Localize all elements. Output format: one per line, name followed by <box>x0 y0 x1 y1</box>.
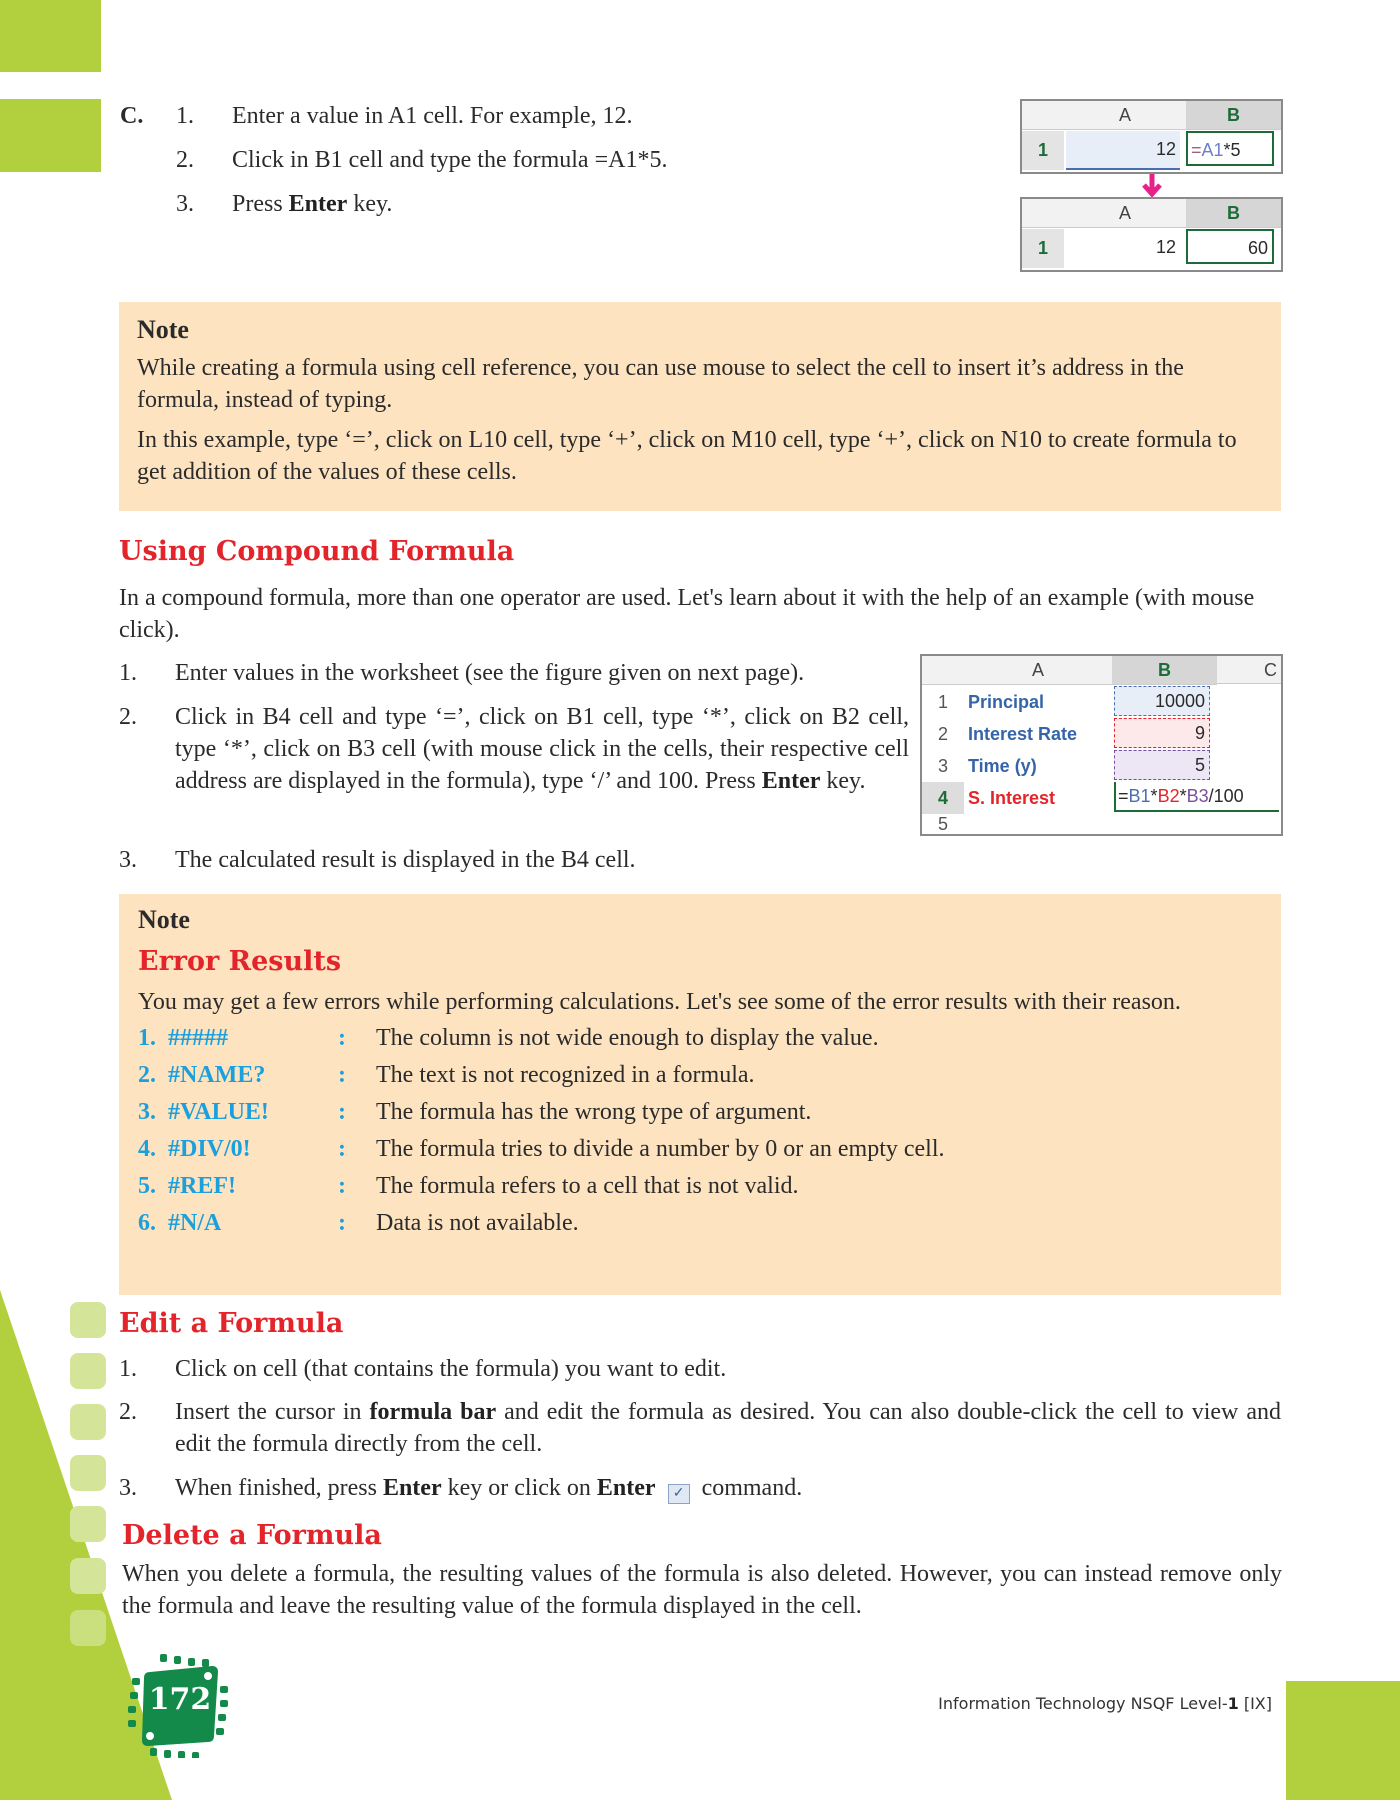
deco-square <box>70 1506 106 1542</box>
deco-square <box>70 1353 106 1389</box>
error-item: 3. #VALUE! : The formula has the wrong type of argument. <box>138 1099 812 1125</box>
error-item: 4. #DIV/0! : The formula tries to divide a number by 0 or an empty cell. <box>138 1136 945 1162</box>
excel-figure-before: A B 1 12 =A1*5 <box>1020 99 1283 174</box>
step: 1. Enter values in the worksheet (see the figure given on next page). <box>119 660 805 686</box>
section-heading: Delete a Formula <box>122 1520 382 1551</box>
error-list <box>138 1022 1262 1244</box>
note-text: In this example, type ‘=’, click on L10 cell, type ‘+’, click on M10 cell, type ‘+’, click on N10 to create formula to get addition of the values of these cells. <box>137 427 1237 485</box>
note-subtitle: Error Results <box>138 946 342 977</box>
step: 3. The calculated result is displayed in the B4 cell. <box>119 847 636 873</box>
side-tab <box>0 99 101 172</box>
note-text: You may get a few errors while performing calculations. Let's see some of the error results with their reason. <box>138 989 1181 1015</box>
note-text: While creating a formula using cell reference, you can use mouse to select the cell to insert it’s address in the formula, instead of typing. <box>137 355 1184 413</box>
deco-square <box>70 1404 106 1440</box>
note-title: Note <box>137 315 189 344</box>
error-item: 5. #REF! : The formula refers to a cell that is not valid. <box>138 1173 799 1199</box>
enter-check-icon: ✓ <box>668 1484 690 1504</box>
step: 1. Click on cell (that contains the formula) you want to edit. <box>119 1356 727 1382</box>
step: 2. Click in B1 cell and type the formula =A1*5. <box>176 147 668 173</box>
book-title: Information Technology NSQF Level-1 [IX] <box>938 1694 1272 1713</box>
deco-square <box>70 1302 106 1338</box>
section-heading: Edit a Formula <box>119 1308 344 1339</box>
step: 3. Press Enter key. <box>176 191 393 217</box>
error-item: 1. ##### : The column is not wide enough to display the value. <box>138 1025 879 1051</box>
error-item: 6. #N/A : Data is not available. <box>138 1210 579 1236</box>
page-number: 172 <box>148 1682 212 1717</box>
formula-cell: =B1*B2*B3/100 <box>1114 782 1279 812</box>
step: 3. When finished, press Enter key or click on Enter ✓ command. <box>119 1472 802 1504</box>
step: 2. Click in B4 cell and type ‘=’, click on B1 cell, type ‘*’, click on B2 cell, type ‘*’, click on B3 cell (with mouse click in the cells, their respective cell address are displayed in the formula), type ‘/’ and 100. Press Enter key. <box>119 704 909 794</box>
deco-square <box>70 1455 106 1491</box>
step: 2. Insert the cursor in formula bar and edit the formula as desired. You can also double-click the cell to view and edit the formula directly from the cell. <box>119 1399 1281 1457</box>
deco-square <box>70 1610 106 1646</box>
arrow-down-icon <box>1140 172 1164 198</box>
section-c-label: C. <box>120 103 144 129</box>
note-box <box>119 302 1281 511</box>
corner-block-bottom <box>1286 1681 1400 1800</box>
error-item: 2. #NAME? : The text is not recognized in a formula. <box>138 1062 755 1088</box>
paragraph: In a compound formula, more than one operator are used. Let's learn about it with the help of an example (with mouse click). <box>119 585 1255 643</box>
deco-square <box>70 1558 106 1594</box>
note-title: Note <box>138 905 190 934</box>
page-number-badge <box>128 1652 232 1758</box>
excel-figure-after: A B 1 12 60 <box>1020 197 1283 272</box>
section-heading: Using Compound Formula <box>119 536 515 567</box>
paragraph: When you delete a formula, the resulting values of the formula is also deleted. However, you can instead remove only the formula and leave the resulting value of the formula displayed in the cell. <box>122 1561 1282 1619</box>
note-box-errors <box>119 894 1281 1295</box>
step: 1. Enter a value in A1 cell. For example, 12. <box>176 103 633 129</box>
corner-block-top <box>0 0 101 72</box>
excel-figure-compound: A B C 1 2 3 4 5 Principal Interest Rate Time (y) S. Interest 10000 9 5 =B1*B2*B3/100 <box>920 654 1283 836</box>
